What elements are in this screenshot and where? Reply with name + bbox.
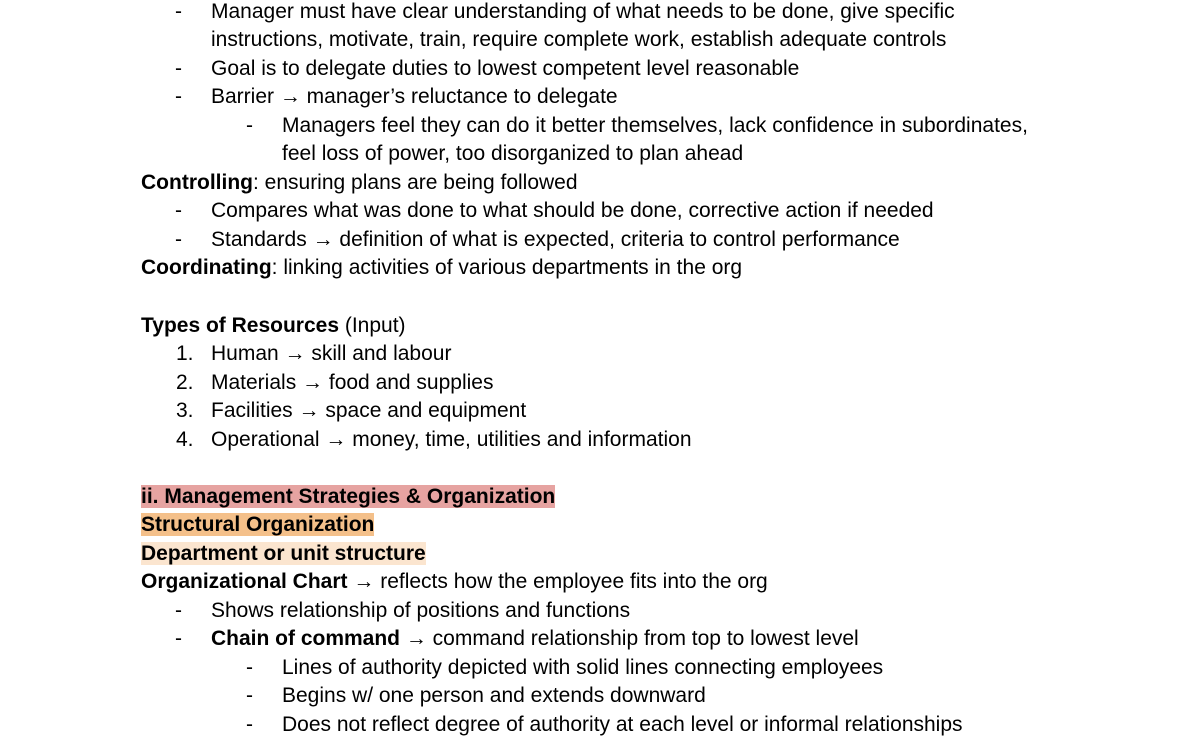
sub-bullet-text: Begins w/ one person and extends downward <box>282 684 706 707</box>
term-definition: : linking activities of various departments in the org <box>271 256 743 279</box>
bullet-text: Shows relationship of positions and functions <box>211 599 631 622</box>
bullet-text <box>211 625 859 654</box>
sub-bullet-text-continuation: feel loss of power, too disorganized to plan ahead <box>282 142 744 165</box>
term-heading: Coordinating <box>141 256 272 279</box>
term-definition: → command relationship from top to lowest level <box>400 627 859 650</box>
bullet-text: Manager must have clear understanding of what needs to be done, give specific <box>211 0 955 23</box>
list-number: 3. <box>176 399 194 422</box>
bullet-text: Barrier → manager’s reluctance to delegate <box>211 85 618 108</box>
bullet-text: Compares what was done to what should be done, corrective action if needed <box>211 199 934 222</box>
term-heading: Chain of command <box>211 627 401 650</box>
term-heading: Types of Resources <box>141 314 340 337</box>
subsubsection-heading <box>141 540 426 569</box>
term-definition: : ensuring plans are being followed <box>252 171 578 194</box>
bullet-dash: - <box>175 0 182 23</box>
bullet-dash: - <box>175 627 182 650</box>
sub-bullet-dash: - <box>246 684 253 707</box>
term-note: (Input) <box>339 314 406 337</box>
list-item: Human → skill and labour <box>211 342 452 365</box>
sub-bullet-dash: - <box>246 656 253 679</box>
org-chart-line <box>141 568 768 597</box>
bullet-dash: - <box>175 85 182 108</box>
sub-bullet-dash: - <box>246 114 253 137</box>
sub-bullet-dash: - <box>246 713 253 736</box>
list-item: Facilities → space and equipment <box>211 399 527 422</box>
list-item: Materials → food and supplies <box>211 371 494 394</box>
list-number: 2. <box>176 371 194 394</box>
subsection-heading <box>141 511 374 540</box>
sub-bullet-text: Managers feel they can do it better themselves, lack confidence in subordinates, <box>282 114 1028 137</box>
list-number: 4. <box>176 428 194 451</box>
list-item: Operational → money, time, utilities and information <box>211 428 692 451</box>
term-heading: Controlling <box>141 171 253 194</box>
bullet-text-continuation: instructions, motivate, train, require complete work, establish adequate controls <box>211 28 947 51</box>
section-heading <box>141 483 555 512</box>
sub-bullet-text: Lines of authority depicted with solid lines connecting employees <box>282 656 884 679</box>
sub-bullet-text: Does not reflect degree of authority at each level or informal relationships <box>282 713 963 736</box>
bullet-dash: - <box>175 228 182 251</box>
term-heading: Organizational Chart <box>141 570 348 593</box>
bullet-dash: - <box>175 599 182 622</box>
bullet-text: Standards → definition of what is expected, criteria to control performance <box>211 228 900 251</box>
resources-heading <box>141 312 406 341</box>
controlling-line <box>141 169 578 198</box>
bullet-dash: - <box>175 57 182 80</box>
coordinating-line <box>141 254 742 283</box>
bullet-dash: - <box>175 199 182 222</box>
term-definition: → reflects how the employee fits into the org <box>347 570 768 593</box>
highlighted-heading: Department or unit structure <box>141 542 426 565</box>
highlighted-heading: ii. Management Strategies & Organization <box>141 485 556 508</box>
highlighted-heading: Structural Organization <box>141 513 375 536</box>
list-number: 1. <box>176 342 194 365</box>
bullet-text: Goal is to delegate duties to lowest competent level reasonable <box>211 57 800 80</box>
